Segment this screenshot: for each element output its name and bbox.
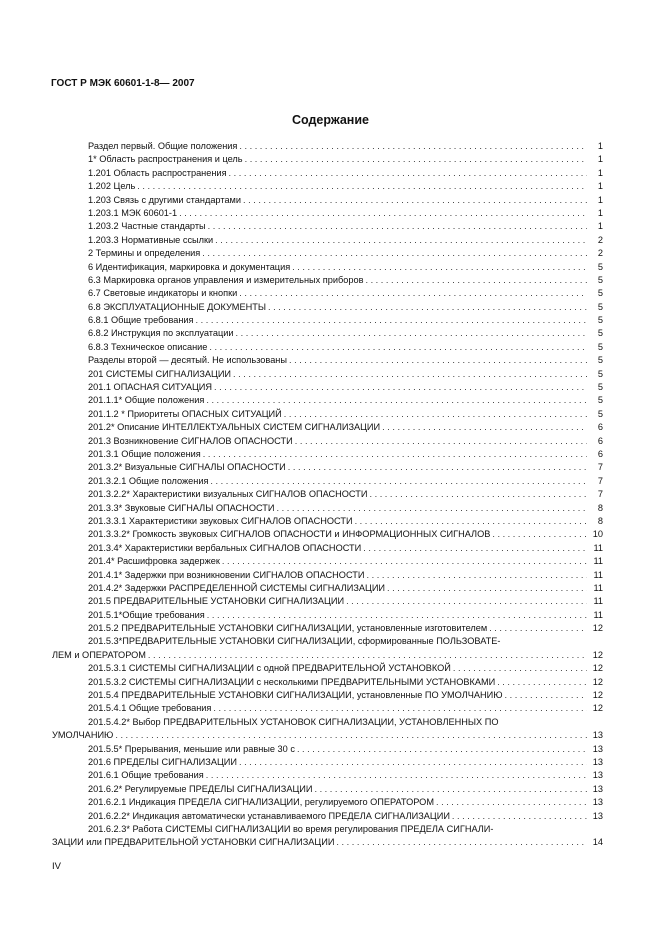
toc-leader-dots — [365, 274, 587, 287]
toc-entry[interactable] — [52, 153, 603, 166]
toc-leader-dots — [207, 609, 587, 622]
toc-entry[interactable] — [52, 622, 603, 635]
toc-leader-dots — [346, 595, 587, 608]
toc-entry-label: 1.203.2 Частные стандарты — [88, 221, 206, 232]
toc-entry-page: 5 — [597, 368, 603, 379]
toc-entry[interactable] — [52, 729, 603, 742]
toc-entry-page: 13 — [592, 810, 603, 821]
toc-entry-label: 6.3 Маркировка органов управления и измерительных приборов — [88, 274, 364, 285]
toc-entry[interactable] — [52, 301, 603, 314]
toc-leader-dots — [277, 502, 587, 515]
toc-leader-dots — [137, 180, 587, 193]
toc-entry-page: 1 — [597, 194, 603, 205]
toc-entry-label: 201.1 ОПАСНАЯ СИТУАЦИЯ — [88, 382, 213, 393]
toc-entry-page: 5 — [597, 315, 603, 326]
toc-entry-label: 201.5.4 ПРЕДВАРИТЕЛЬНЫЕ УСТАНОВКИ СИГНАЛИЗАЦИИ, установленные ПО УМОЛЧАНИЮ — [88, 690, 503, 701]
toc-entry[interactable] — [52, 167, 603, 180]
table-of-contents — [52, 140, 603, 850]
toc-entry[interactable] — [52, 836, 603, 849]
toc-entry-label: 201.6.1 Общие требования — [88, 770, 204, 781]
toc-leader-dots — [213, 702, 587, 715]
toc-leader-dots — [208, 220, 587, 233]
toc-entry-page: 5 — [597, 288, 603, 299]
toc-entry-label: 201.6 ПРЕДЕЛЫ СИГНАЛИЗАЦИИ — [88, 756, 237, 767]
toc-entry[interactable] — [52, 234, 603, 247]
toc-entry[interactable] — [52, 381, 603, 394]
toc-leader-dots — [206, 769, 587, 782]
toc-leader-dots — [497, 676, 587, 689]
toc-entry-label: 201.5.1*Общие требования — [88, 609, 205, 620]
toc-leader-dots — [245, 153, 587, 166]
toc-entry-label: 1.203.3 Нормативные ссылки — [88, 234, 214, 245]
toc-entry-page: 1 — [597, 207, 603, 218]
toc-leader-dots — [489, 622, 587, 635]
toc-leader-dots — [387, 582, 587, 595]
toc-leader-dots — [196, 314, 587, 327]
toc-entry-label: 201.3 Возникновение СИГНАЛОВ ОПАСНОСТИ — [88, 435, 293, 446]
toc-leader-dots — [222, 555, 587, 568]
toc-entry-page: 11 — [593, 542, 603, 553]
toc-entry-page: 7 — [597, 475, 603, 486]
toc-entry-label: 1.203 Связь с другими стандартами — [88, 194, 241, 205]
toc-entry-label: 201.5.5* Прерывания, меньшие или равные 30 с — [88, 743, 295, 754]
toc-entry-page: 10 — [592, 529, 603, 540]
toc-leader-dots — [243, 194, 587, 207]
toc-entry-label: 6 Идентификация, маркировка и документация — [88, 261, 291, 272]
toc-entry-label: 201.3.2.2* Характеристики визуальных СИГНАЛОВ ОПАСНОСТИ — [88, 489, 368, 500]
toc-leader-dots — [115, 729, 587, 742]
toc-entry-label: 201.5.4.2* Выбор ПРЕДВАРИТЕЛЬНЫХ УСТАНОВОК СИГНАЛИЗАЦИИ, УСТАНОВЛЕННЫХ ПО — [88, 716, 499, 727]
toc-leader-dots — [239, 140, 587, 153]
toc-entry-label: Раздел первый. Общие положения — [88, 141, 238, 151]
toc-entry-page: 11 — [593, 569, 603, 580]
toc-entry-label: ЗАЦИИ или ПРЕДВАРИТЕЛЬНОЙ УСТАНОВКИ СИГНАЛИЗАЦИИ — [52, 837, 335, 848]
toc-leader-dots — [314, 783, 587, 796]
toc-entry[interactable] — [52, 327, 603, 340]
toc-entry[interactable] — [52, 461, 603, 474]
toc-entry[interactable] — [52, 649, 603, 662]
toc-entry-page: 5 — [597, 341, 603, 352]
toc-entry[interactable] — [52, 408, 603, 421]
toc-entry[interactable] — [52, 769, 603, 782]
toc-leader-dots — [336, 836, 587, 849]
toc-entry-label: 201.1.2 * Приоритеты ОПАСНЫХ СИТУАЦИЙ — [88, 408, 282, 419]
toc-entry[interactable] — [52, 569, 603, 582]
toc-entry-label: Разделы второй — десятый. Не использованы — [88, 355, 287, 366]
toc-entry-page: 6 — [597, 448, 603, 459]
toc-leader-dots — [297, 743, 587, 756]
toc-leader-dots — [288, 461, 587, 474]
toc-entry-page: 13 — [592, 743, 603, 754]
toc-entry-page: 12 — [592, 703, 603, 714]
toc-leader-dots — [229, 167, 587, 180]
toc-entry-page: 2 — [597, 234, 603, 245]
toc-entry-page: 5 — [597, 382, 603, 393]
toc-entry-page: 5 — [597, 301, 603, 312]
toc-entry-label: 201.3.3* Звуковые СИГНАЛЫ ОПАСНОСТИ — [88, 502, 275, 513]
toc-entry-label: 201.4.1* Задержки при возникновении СИГНАЛОВ ОПАСНОСТИ — [88, 569, 365, 580]
toc-entry-page: 6 — [597, 435, 603, 446]
toc-entry[interactable] — [52, 488, 603, 501]
toc-entry-page: 5 — [597, 355, 603, 366]
toc-entry[interactable] — [52, 542, 603, 555]
toc-entry[interactable] — [52, 394, 603, 407]
toc-entry[interactable] — [52, 609, 603, 622]
toc-leader-dots — [505, 689, 587, 702]
toc-entry[interactable] — [52, 582, 603, 595]
toc-entry-label: 201.3.2* Визуальные СИГНАЛЫ ОПАСНОСТИ — [88, 462, 286, 473]
toc-entry-page: 5 — [597, 261, 603, 272]
toc-leader-dots — [382, 421, 587, 434]
toc-entry[interactable] — [52, 528, 603, 541]
toc-entry[interactable] — [52, 662, 603, 675]
document-header: ГОСТ Р МЭК 60601-1-8— 2007 — [51, 78, 195, 89]
toc-entry[interactable] — [52, 314, 603, 327]
toc-entry-page: 1 — [597, 221, 603, 232]
toc-entry-label: 201 СИСТЕМЫ СИГНАЛИЗАЦИИ — [88, 368, 232, 379]
toc-entry-label: 201.3.3.2* Громкость звуковых СИГНАЛОВ ОПАСНОСТИ и ИНФОРМАЦИОННЫХ СИГНАЛОВ — [88, 529, 491, 540]
toc-leader-dots — [203, 448, 587, 461]
toc-entry-page: 13 — [592, 770, 603, 781]
toc-entry-page: 13 — [592, 730, 603, 741]
toc-entry-page: 12 — [592, 663, 603, 674]
toc-leader-dots — [492, 528, 587, 541]
toc-entry[interactable] — [52, 354, 603, 367]
toc-leader-dots — [289, 354, 587, 367]
toc-entry-page: 7 — [597, 462, 603, 473]
toc-entry-label: 201.4.2* Задержки РАСПРЕДЕЛЕННОЙ СИСТЕМЫ СИГНАЛИЗАЦИИ — [88, 582, 386, 593]
toc-entry-label: 6.8 ЭКСПЛУАТАЦИОННЫЕ ДОКУМЕНТЫ — [88, 301, 266, 312]
toc-leader-dots — [236, 327, 587, 340]
toc-entry-label: ЛЕМ и ОПЕРАТОРОМ — [52, 649, 146, 660]
toc-entry[interactable] — [52, 756, 603, 769]
toc-leader-dots — [367, 569, 588, 582]
toc-leader-dots — [239, 287, 587, 300]
toc-leader-dots — [452, 810, 587, 823]
toc-leader-dots — [210, 475, 587, 488]
toc-entry-page: 1 — [597, 181, 603, 192]
toc-entry[interactable] — [52, 421, 603, 434]
toc-entry[interactable] — [52, 274, 603, 287]
toc-leader-dots — [363, 542, 587, 555]
toc-entry-page: 13 — [592, 756, 603, 767]
toc-entry[interactable] — [52, 194, 603, 207]
toc-leader-dots — [268, 301, 587, 314]
toc-leader-dots — [179, 207, 587, 220]
toc-entry-label: 201.1.1* Общие положения — [88, 395, 205, 406]
toc-entry[interactable] — [52, 555, 603, 568]
toc-entry-label: 201.6.2.3* Работа СИСТЕМЫ СИГНАЛИЗАЦИИ во время регулирования ПРЕДЕЛА СИГНАЛИ- — [88, 823, 494, 834]
toc-entry[interactable] — [52, 247, 603, 260]
toc-entry-page: 2 — [597, 248, 603, 259]
toc-entry-label: 201.6.2.1 Индикация ПРЕДЕЛА СИГНАЛИЗАЦИИ, регулируемого ОПЕРАТОРОМ — [88, 797, 434, 808]
toc-entry-page: 13 — [592, 797, 603, 808]
toc-entry[interactable] — [52, 368, 603, 381]
toc-entry[interactable] — [52, 475, 603, 488]
toc-leader-dots — [209, 341, 587, 354]
toc-leader-dots — [214, 381, 587, 394]
toc-leader-dots — [369, 488, 587, 501]
toc-entry-label: 201.3.2.1 Общие положения — [88, 475, 209, 486]
toc-leader-dots — [215, 234, 587, 247]
toc-entry[interactable] — [52, 261, 603, 274]
toc-entry-page: 5 — [597, 408, 603, 419]
toc-entry[interactable] — [52, 220, 603, 233]
toc-entry-label: 1.201 Область распространения — [88, 167, 227, 178]
toc-leader-dots — [355, 515, 587, 528]
toc-entry-page: 8 — [597, 502, 603, 513]
toc-entry-page: 8 — [597, 515, 603, 526]
toc-entry-label: 201.5.3.2 СИСТЕМЫ СИГНАЛИЗАЦИИ с несколькими ПРЕДВАРИТЕЛЬНЫМИ УСТАНОВКАМИ — [88, 676, 496, 687]
toc-entry-label: 201.5.2 ПРЕДВАРИТЕЛЬНЫЕ УСТАНОВКИ СИГНАЛИЗАЦИИ, установленные изготовителем — [88, 623, 488, 634]
toc-entry-label: 1.203.1 МЭК 60601-1 — [88, 207, 178, 218]
toc-entry[interactable] — [52, 515, 603, 528]
toc-entry-page: 1 — [597, 141, 603, 151]
toc-entry-page: 1 — [597, 167, 603, 178]
toc-entry[interactable] — [52, 783, 603, 796]
toc-entry-page: 12 — [592, 690, 603, 701]
toc-entry[interactable] — [52, 435, 603, 448]
toc-entry-page: 6 — [597, 422, 603, 433]
toc-entry-label: 201.5 ПРЕДВАРИТЕЛЬНЫЕ УСТАНОВКИ СИГНАЛИЗАЦИИ — [88, 596, 345, 607]
toc-leader-dots — [233, 368, 587, 381]
toc-entry-label: УМОЛЧАНИЮ — [52, 730, 114, 741]
toc-entry-label: 1.202 Цель — [88, 181, 136, 192]
toc-entry-label: 201.3.4* Характеристики вербальных СИГНАЛОВ ОПАСНОСТИ — [88, 542, 362, 553]
toc-leader-dots — [453, 662, 587, 675]
toc-entry-label: 201.5.3.1 СИСТЕМЫ СИГНАЛИЗАЦИИ с одной ПРЕДВАРИТЕЛЬНОЙ УСТАНОВКОЙ — [88, 663, 451, 674]
toc-entry-label: 201.5.3*ПРЕДВАРИТЕЛЬНЫЕ УСТАНОВКИ СИГНАЛИЗАЦИИ, сформированные ПОЛЬЗОВАТЕ- — [88, 636, 501, 647]
toc-entry-page: 11 — [593, 609, 603, 620]
toc-entry[interactable] — [52, 448, 603, 461]
toc-entry[interactable] — [52, 341, 603, 354]
toc-entry-label: 201.4* Расшифровка задержек — [88, 556, 220, 567]
toc-entry[interactable] — [52, 823, 603, 836]
toc-entry[interactable] — [52, 796, 603, 809]
page-title: Содержание — [291, 113, 369, 127]
toc-entry-page: 13 — [592, 783, 603, 794]
toc-entry-page: 5 — [597, 328, 603, 339]
toc-entry[interactable] — [52, 595, 603, 608]
toc-entry-label: 201.2* Описание ИНТЕЛЛЕКТУАЛЬНЫХ СИСТЕМ СИГНАЛИЗАЦИИ — [88, 422, 381, 433]
toc-entry[interactable] — [52, 287, 603, 300]
toc-entry-page: 11 — [593, 556, 603, 567]
toc-entry[interactable] — [52, 743, 603, 756]
toc-entry-label: 2 Термины и определения — [88, 248, 201, 259]
toc-entry[interactable] — [52, 180, 603, 193]
toc-entry-page: 11 — [593, 582, 603, 593]
page-number-footer: IV — [52, 861, 61, 872]
toc-entry-label: 6.8.3 Техническое описание — [88, 341, 208, 352]
toc-entry[interactable] — [52, 140, 603, 153]
toc-leader-dots — [202, 247, 587, 260]
toc-entry[interactable] — [52, 502, 603, 515]
toc-leader-dots — [284, 408, 587, 421]
toc-leader-dots — [206, 394, 587, 407]
toc-leader-dots — [436, 796, 587, 809]
toc-entry-label: 6.7 Световые индикаторы и кнопки — [88, 288, 238, 299]
toc-entry-page: 12 — [592, 676, 603, 687]
toc-entry-label: 6.8.2 Инструкция по эксплуатации — [88, 328, 234, 339]
toc-leader-dots — [292, 261, 587, 274]
toc-leader-dots — [148, 649, 587, 662]
toc-entry[interactable] — [52, 810, 603, 823]
toc-entry-label: 201.6.2.2* Индикация автоматически устанавливаемого ПРЕДЕЛА СИГНАЛИЗАЦИИ — [88, 810, 450, 821]
toc-entry[interactable] — [52, 702, 603, 715]
toc-leader-dots — [295, 435, 587, 448]
toc-entry-label: 1* Область распространения и цель — [88, 154, 243, 165]
toc-entry-label: 6.8.1 Общие требования — [88, 315, 194, 326]
toc-entry-label: 201.6.2* Регулируемые ПРЕДЕЛЫ СИГНАЛИЗАЦИИ — [88, 783, 313, 794]
toc-entry-page: 1 — [597, 154, 603, 165]
toc-entry[interactable] — [52, 716, 603, 729]
toc-entry-label: 201.3.1 Общие положения — [88, 448, 201, 459]
toc-entry-page: 12 — [592, 649, 603, 660]
toc-entry-label: 201.3.3.1 Характеристики звуковых СИГНАЛОВ ОПАСНОСТИ — [88, 515, 353, 526]
toc-entry-label: 201.5.4.1 Общие требования — [88, 703, 212, 714]
toc-leader-dots — [239, 756, 587, 769]
toc-entry-page: 5 — [597, 274, 603, 285]
toc-entry[interactable] — [52, 207, 603, 220]
toc-entry[interactable] — [52, 676, 603, 689]
toc-entry-page: 11 — [593, 596, 603, 607]
toc-entry-page: 12 — [592, 623, 603, 634]
toc-entry-page: 14 — [592, 837, 603, 848]
toc-entry[interactable] — [52, 689, 603, 702]
toc-entry-page: 7 — [597, 489, 603, 500]
toc-entry[interactable] — [52, 635, 603, 648]
toc-entry-page: 5 — [597, 395, 603, 406]
